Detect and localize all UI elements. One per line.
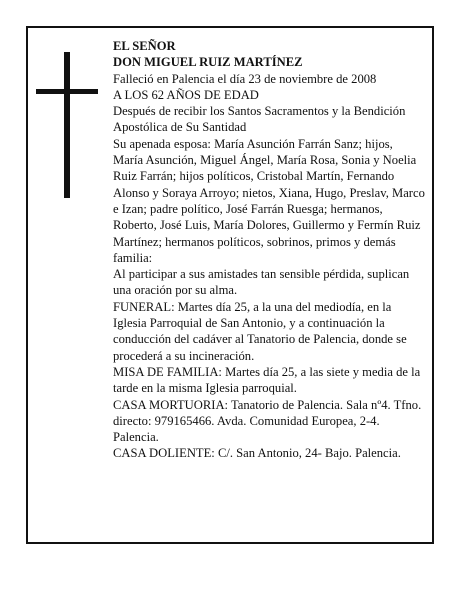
cross-icon <box>36 52 98 198</box>
funeral-info: FUNERAL: Martes día 25, a la una del mediodía, en la Iglesia Parroquial de San Antonio, y a continuación la conducción del cadáver al Tanatorio de Palencia, donde se procederá a su incineración. <box>113 299 407 363</box>
family-list: Su apenada esposa: María Asunción Farrán Sanz; hijos, María Asunción, Miguel Ángel, María Rosa, Sonia y Noelia Ruiz Farrán; hijos políticos, Cristobal Martín, Fernando Alonso y Soraya Arroyo; nietos, Xiana, Hugo, Preslav, Marco e Izan; padre político, José Farrán Ruesga; hermanos, Roberto, José Luis, María Dolores, Guillermo y Fermín Ruiz Martínez; hermanos políticos, sobrinos, primos y demás familia: <box>113 136 425 265</box>
cross-horizontal-bar <box>36 89 98 94</box>
mass-info: MISA DE FAMILIA: Martes día 25, a las siete y media de la tarde en la misma Iglesia parroquial. <box>113 364 421 396</box>
title-line: EL SEÑOR <box>113 39 176 53</box>
home-info: CASA DOLIENTE: C/. San Antonio, 24- Bajo. Palencia. <box>113 446 401 461</box>
sacraments-line: Después de recibir los Santos Sacramentos y la Bendición Apostólica de Su Santidad <box>113 104 406 135</box>
death-date: Falleció en Palencia el día 23 de noviembre de 2008 <box>113 71 377 86</box>
prayer-request: Al participar a sus amistades tan sensible pérdida, suplican una oración por su alma. <box>113 267 410 298</box>
obituary-text <box>113 38 425 462</box>
mortuary-info: CASA MORTUORIA: Tanatorio de Palencia. Sala nº4. Tfno. directo: 979165466. Avda. Comunidad Europea, 2-4. Palencia. <box>113 397 422 445</box>
cross-vertical-bar <box>64 52 70 198</box>
age-line: A LOS 62 AÑOS DE EDAD <box>113 87 259 102</box>
deceased-name: DON MIGUEL RUIZ MARTÍNEZ <box>113 55 303 70</box>
